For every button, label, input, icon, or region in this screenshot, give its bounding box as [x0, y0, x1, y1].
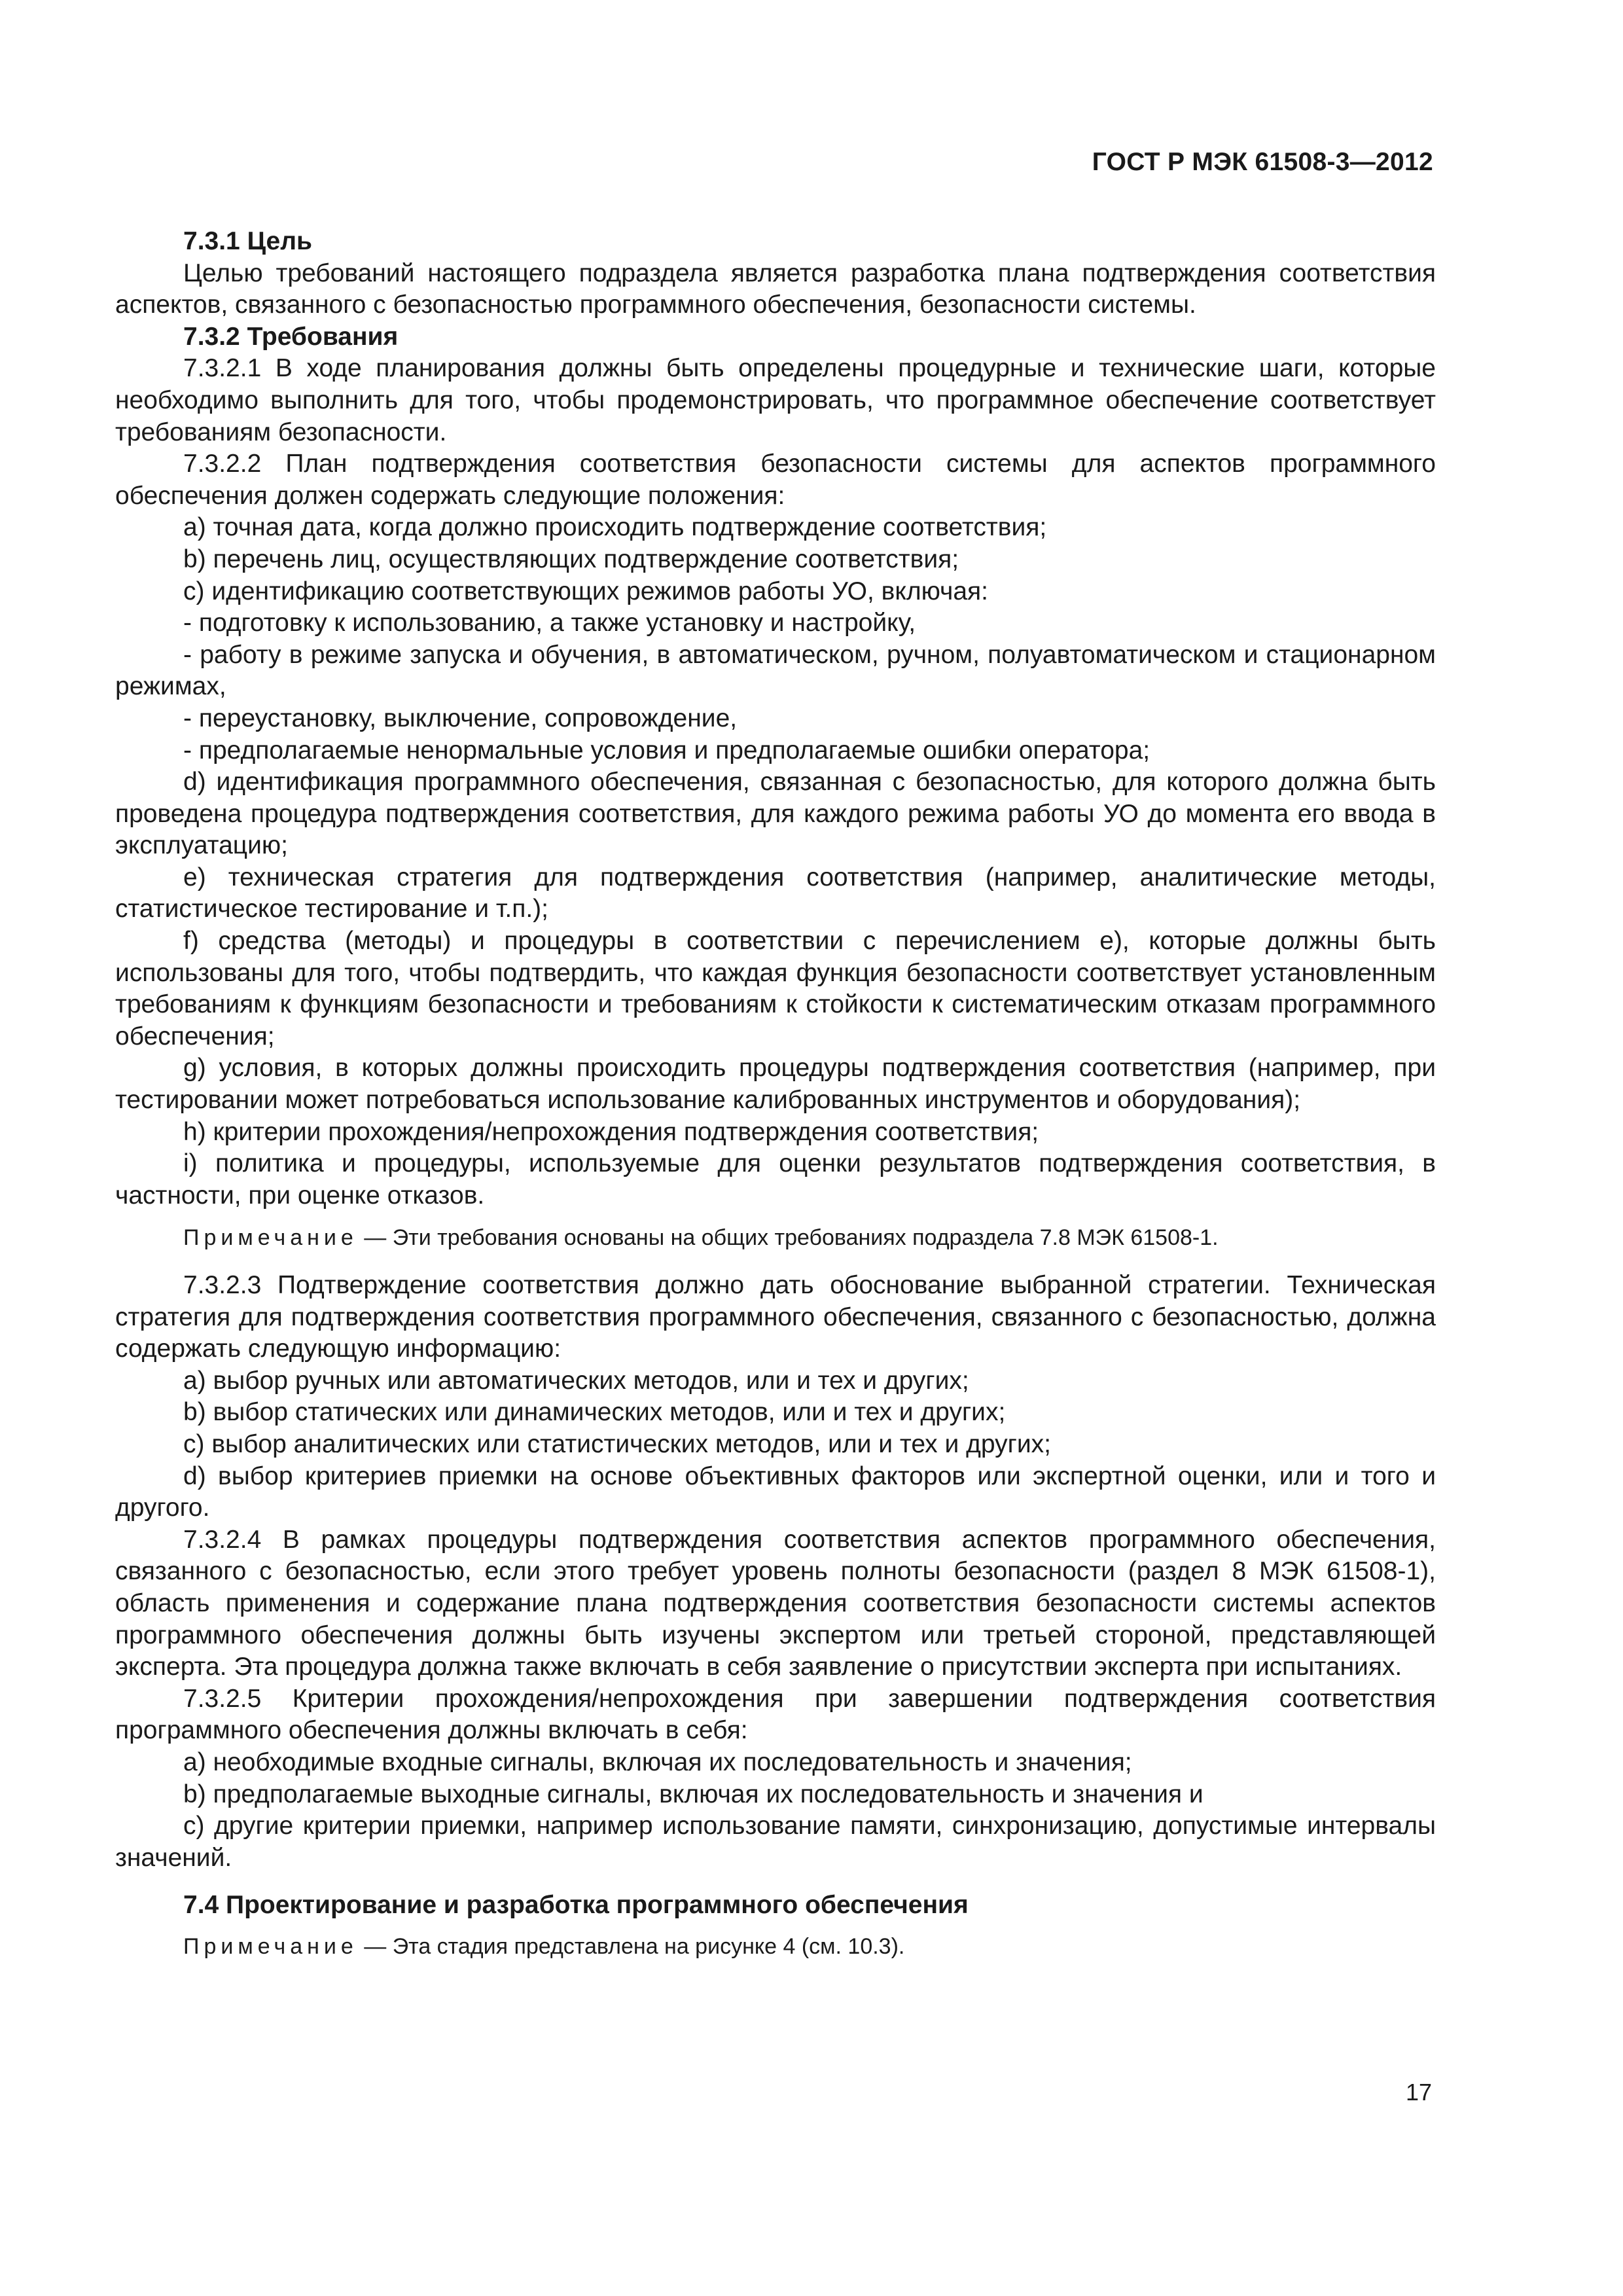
list-item: a) выбор ручных или автоматических методов, или и тех и других; — [183, 1366, 969, 1395]
list-item: - переустановку, выключение, сопровождение, — [183, 704, 738, 732]
note-text: — Эта стадия представлена на рисунке 4 (см. 10.3). — [357, 1933, 905, 1959]
page-number: 17 — [1405, 2079, 1432, 2106]
list-item: c) другие критерии приемки, например использование памяти, синхронизацию, допустимые интервалы значений. — [115, 1812, 1436, 1872]
paragraph: 7.3.2.3 Подтверждение соответствия должно дать обоснование выбранной стратегии. Техническая стратегия для подтверждения соответствия программного обеспечения, связанного с безопасностью, должна содержать следующую информацию: — [115, 1271, 1436, 1363]
list-item: d) выбор критериев приемки на основе объективных факторов или экспертной оценки, или и того и другого. — [115, 1462, 1436, 1522]
list-item: g) условия, в которых должны происходить процедуры подтверждения соответствия (например, при тестировании может потребоваться использование калиброванных инструментов и оборудования); — [115, 1054, 1436, 1115]
list-item: c) выбор аналитических или статистических методов, или и тех и других; — [183, 1429, 1051, 1458]
list-item: h) критерии прохождения/непрохождения подтверждения соответствия; — [183, 1117, 1039, 1146]
section-heading-7-4: 7.4 Проектирование и разработка программного обеспечения — [183, 1891, 969, 1920]
note-label: Примечание — [183, 1225, 358, 1251]
paragraph: Целью требований настоящего подраздела является разработка плана подтверждения соответствия аспектов, связанного с безопасностью программного обеспечения, безопасности системы. — [115, 259, 1436, 319]
list-item: - работу в режиме запуска и обучения, в автоматическом, ручном, полуавтоматическом и стационарном режимах, — [115, 640, 1436, 701]
list-item: a) точная дата, когда должно происходить подтверждение соответствия; — [183, 513, 1047, 542]
paragraph: 7.3.2.4 В рамках процедуры подтверждения соответствия аспектов программного обеспечения, связанного с безопасностью, если этого требует уровень полноты безопасности (раздел 8 МЭК 61508-1), область применения и содержание плана подтверждения соответствия безопасности системы аспектов программного обеспечения должны быть изучены экспертом или третьей стороной, представляющей эксперта. Эта процедура должна также включать в себя заявление о присутствии эксперта при испытаниях. — [115, 1525, 1436, 1681]
note — [115, 1222, 1436, 1254]
list-item: f) средства (методы) и процедуры в соответствии с перечислением e), которые должны быть использованы для того, чтобы подтвердить, что каждая функция безопасности соответствует установленным требованиям к функциям безопасности и требованиям к стойкости к систематическим отказам программного обеспечения; — [115, 927, 1436, 1050]
document-body — [115, 226, 1436, 1962]
list-item: c) идентификацию соответствующих режимов работы УО, включая: — [183, 577, 989, 605]
paragraph: 7.3.2.2 План подтверждения соответствия безопасности системы для аспектов программного обеспечения должен содержать следующие положения: — [115, 450, 1436, 510]
document-id-header: ГОСТ Р МЭК 61508-3—2012 — [1092, 148, 1433, 176]
paragraph: 7.3.2.1 В ходе планирования должны быть определены процедурные и технические шаги, которые необходимо выполнить для того, чтобы продемонстрировать, что программное обеспечение соответствует требованиям безопасности. — [115, 354, 1436, 446]
paragraph: 7.3.2.5 Критерии прохождения/непрохождения при завершении подтверждения соответствия программного обеспечения должны включать в себя: — [115, 1684, 1436, 1745]
list-item: a) необходимые входные сигналы, включая их последовательность и значения; — [183, 1748, 1132, 1776]
note-label: Примечание — [183, 1933, 358, 1959]
note — [115, 1931, 1436, 1963]
note-text: — Эти требования основаны на общих требованиях подраздела 7.8 МЭК 61508-1. — [357, 1225, 1219, 1251]
list-item: d) идентификация программного обеспечения, связанная с безопасностью, для которого должна быть проведена процедура подтверждения соответствия, для каждого режима работы УО до момента его ввода в эксплуатацию; — [115, 768, 1436, 860]
list-item: - подготовку к использованию, а также установку и настройку, — [183, 609, 916, 637]
section-heading-7-3-1: 7.3.1 Цель — [183, 227, 312, 255]
list-item: b) выбор статических или динамических методов, или и тех и других; — [183, 1398, 1006, 1427]
list-item: - предполагаемые ненормальные условия и предполагаемые ошибки оператора; — [183, 736, 1150, 764]
list-item: b) предполагаемые выходные сигналы, включая их последовательность и значения и — [183, 1780, 1204, 1808]
section-heading-7-3-2: 7.3.2 Требования — [183, 322, 399, 351]
list-item: e) техническая стратегия для подтверждения соответствия (например, аналитические методы, статистическое тестирование и т.п.); — [115, 863, 1436, 924]
list-item: b) перечень лиц, осуществляющих подтверждение соответствия; — [183, 545, 959, 573]
list-item: i) политика и процедуры, используемые для оценки результатов подтверждения соответствия, в частности, при оценке отказов. — [115, 1149, 1436, 1210]
